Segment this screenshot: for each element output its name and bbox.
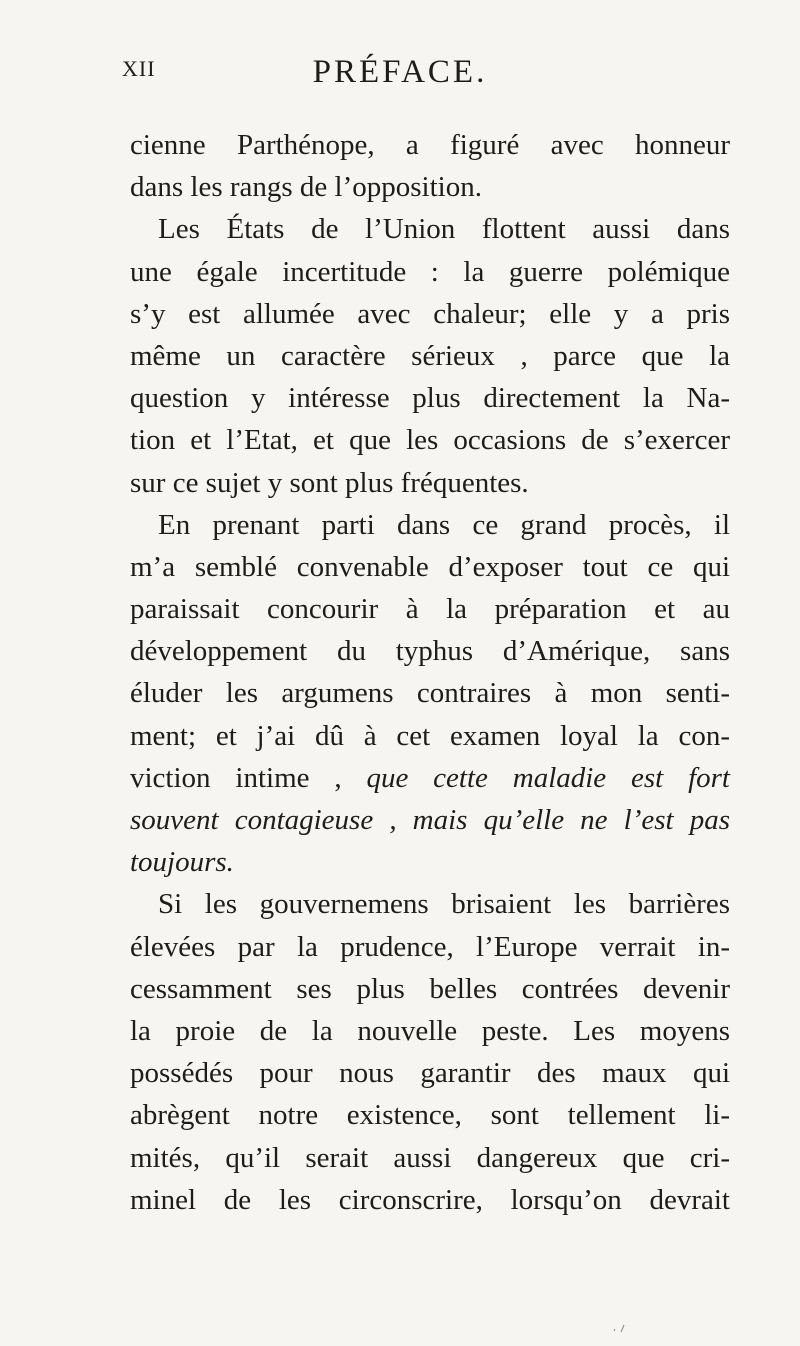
text-line-15: ment; et j’ai dû à cet examen loyal la con-: [130, 719, 730, 752]
text-line-2: dans les rangs de l’opposition.: [130, 171, 482, 204]
text-line-20: élevées par la prudence, l’Europe verrait in-: [130, 930, 730, 963]
text-line-10: En prenant parti dans ce grand procès, il: [158, 508, 730, 541]
text-line-7: question y intéresse plus directement la Na-: [130, 382, 730, 415]
text-line-16-italic: que cette maladie est fort: [366, 761, 730, 794]
text-line-17: souvent contagieuse , mais qu’elle ne l’est pas: [130, 804, 730, 836]
text-line-16: [130, 757, 730, 799]
text-line-6: même un caractère sérieux , parce que la: [130, 339, 730, 372]
text-line-9: sur ce sujet y sont plus fréquentes.: [130, 466, 529, 499]
text-line-12: paraissait concourir à la préparation et au: [130, 593, 730, 626]
text-line-3: Les États de l’Union flottent aussi dans: [158, 213, 730, 246]
text-line-11: m’a semblé convenable d’exposer tout ce qui: [130, 550, 730, 583]
text-line-23: possédés pour nous garantir des maux qui: [130, 1057, 730, 1090]
text-line-16-roman: viction intime ,: [130, 761, 342, 794]
page-number: XII: [122, 56, 156, 81]
body-text: [130, 124, 730, 1221]
text-line-8: tion et l’Etat, et que les occasions de s’exercer: [130, 424, 730, 457]
text-line-24: abrègent notre existence, sont tellement li-: [130, 1099, 730, 1132]
text-line-5: s’y est allumée avec chaleur; elle y a pris: [130, 297, 730, 330]
text-line-13: développement du typhus d’Amérique, sans: [130, 635, 730, 668]
text-line-26: minel de les circonscrire, lorsqu’on devrait: [130, 1183, 730, 1216]
text-line-1: cienne Parthénope, a figuré avec honneur: [130, 129, 730, 161]
ink-speck-icon: [612, 1322, 628, 1334]
text-line-19: Si les gouvernemens brisaient les barrières: [158, 888, 730, 921]
running-head: [0, 0, 800, 120]
text-line-18: toujours.: [130, 846, 234, 879]
text-line-22: la proie de la nouvelle peste. Les moyens: [130, 1014, 730, 1047]
text-line-14: éluder les argumens contraires à mon senti-: [130, 677, 730, 710]
text-line-4: une égale incertitude : la guerre polémique: [130, 255, 730, 288]
text-line-21: cessamment ses plus belles contrées devenir: [130, 972, 730, 1005]
text-line-25: mités, qu’il serait aussi dangereux que cri-: [130, 1141, 730, 1174]
running-title: PRÉFACE.: [312, 54, 488, 90]
